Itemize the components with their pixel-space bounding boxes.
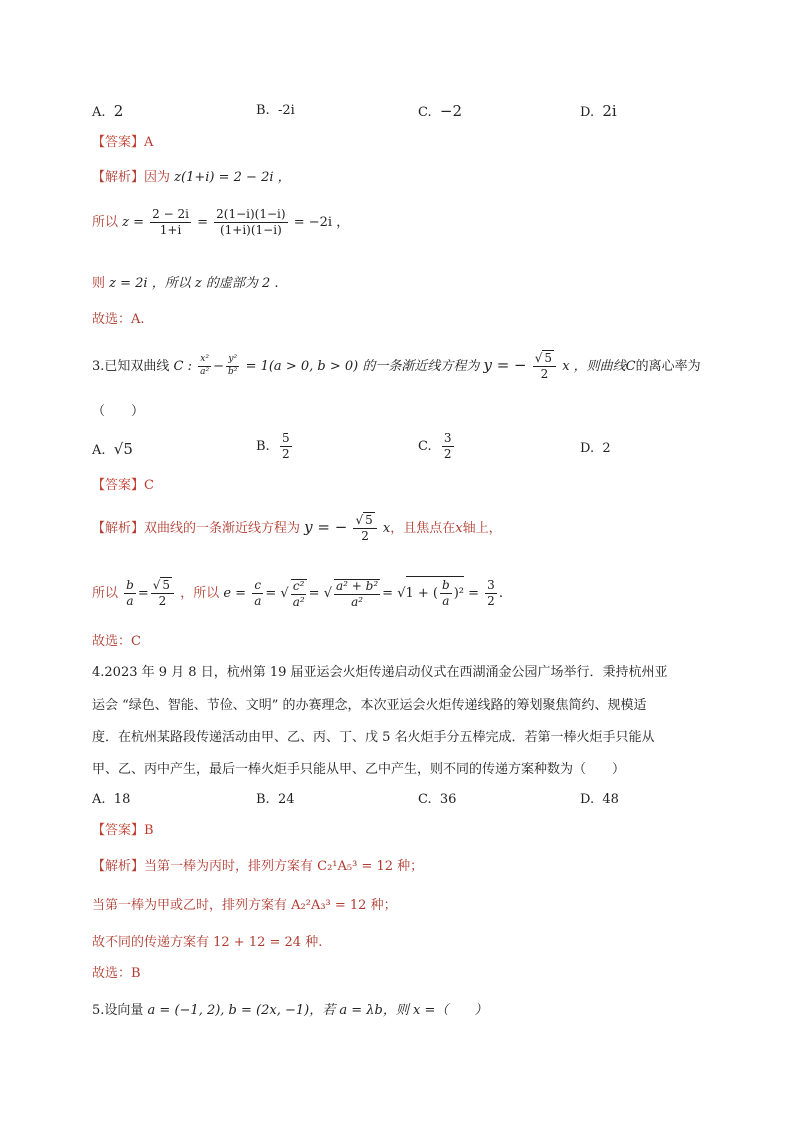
q2-fraction-1: $\frac{2 - 2i}{1+i}$ xyxy=(152,207,189,238)
q2-answer: 【答案】A xyxy=(92,135,154,150)
q2-option-b: B. -2i xyxy=(256,103,295,118)
q4-option-b: B. 24 xyxy=(256,792,295,807)
q3-answer: 【答案】C xyxy=(92,478,154,493)
q4-conclusion: 故选：B xyxy=(92,966,141,981)
q3-option-a: A. √5 xyxy=(92,440,133,458)
q3-analysis-line2: 所以 $\frac{b}{a}$ = $\frac{√ 5}{2}$ ，所以 e = $\frac{c}{a}$ = √ $\frac{\text{c²}}{\text{a²}}$ = √ $\frac{\text{a² + b²}}{\text{a²}}$ = √1 + ( $\frac{b}{a}$ )² = $\frac{3}{2}$ . xyxy=(92,578,503,609)
q3-stem: 3.已知双曲线 C : $\frac{\text{x²}}{\text{a²}}$ − $\frac{\text{y²}}{\text{b²}}$ = 1(a > 0, b > 0) 的一条渐近线方程为 y = − $\frac{√ 5}{2}$ x ，则曲线C的离心率为 xyxy=(92,351,701,382)
q3-option-b: B. $\frac{5}{2}$ xyxy=(256,431,290,462)
q3-option-d: D. 2 xyxy=(580,441,611,456)
q3-analysis-line1: 【解析】双曲线的一条渐近线方程为 y = − $\frac{√ 5}{2}$ x，且焦点在x轴上， xyxy=(92,513,502,544)
q4-stem-line4: 甲、乙、丙中产生，最后一棒火炬手只能从甲、乙中产生，则不同的传递方案种数为（ ） xyxy=(92,762,626,777)
q4-stem-line3: 度．在杭州某路段传递活动由甲、乙、丙、丁、戊 5 名火炬手分五棒完成．若第一棒火炬手只能从 xyxy=(92,730,655,745)
q2-analysis-line3: 则 z = 2i ，所以 z 的虚部为 2 . xyxy=(92,276,279,291)
q3-blank: （ ） xyxy=(92,404,145,419)
q2-option-a: A. 2 xyxy=(92,102,124,120)
q4-stem-line1: 4.2023 年 9 月 8 日，杭州第 19 届亚运会火炬传递启动仪式在西湖涌金公园广场举行．秉持杭州亚 xyxy=(92,665,668,680)
q2-analysis-line1: 【解析】因为 z(1+i) = 2 − 2i ， xyxy=(92,170,291,185)
q5-stem: 5.设向量 a = (−1, 2), b = (2x, −1)，若 a = λb，则 x =（ ） xyxy=(92,1003,488,1018)
q3-option-c: C. $\frac{3}{2}$ xyxy=(418,431,452,462)
q3-conclusion: 故选：C xyxy=(92,634,141,649)
q2-option-d: D. 2i xyxy=(580,102,617,120)
q4-stem-line2: 运会 “绿色、智能、节俭、文明” 的办赛理念，本次亚运会火炬传递线路的筹划聚焦简约、规模适 xyxy=(92,698,647,713)
q2-analysis-line2: 所以 z = $\frac{2 - 2i}{1+i}$ = $\frac{2(1-i)(1-i)}{(1+i)(1-i)}$ = −2i ， xyxy=(92,207,350,238)
q2-conclusion: 故选：A. xyxy=(92,312,145,327)
q4-option-d: D. 48 xyxy=(580,792,619,807)
q4-option-c: C. 36 xyxy=(418,792,457,807)
q4-analysis-line1: 【解析】当第一棒为丙时，排列方案有 C₂¹A₅³ = 12 种； xyxy=(92,859,424,874)
q4-analysis-line2: 当第一棒为甲或乙时，排列方案有 A₂²A₃³ = 12 种； xyxy=(92,898,397,913)
q2-fraction-2: $\frac{2(1-i)(1-i)}{(1+i)(1-i)}$ xyxy=(216,207,286,238)
q4-analysis-line3: 故不同的传递方案有 12 + 12 = 24 种. xyxy=(92,935,323,950)
q4-answer: 【答案】B xyxy=(92,823,154,838)
q2-option-c: C. −2 xyxy=(418,102,463,120)
q4-option-a: A. 18 xyxy=(92,792,131,807)
